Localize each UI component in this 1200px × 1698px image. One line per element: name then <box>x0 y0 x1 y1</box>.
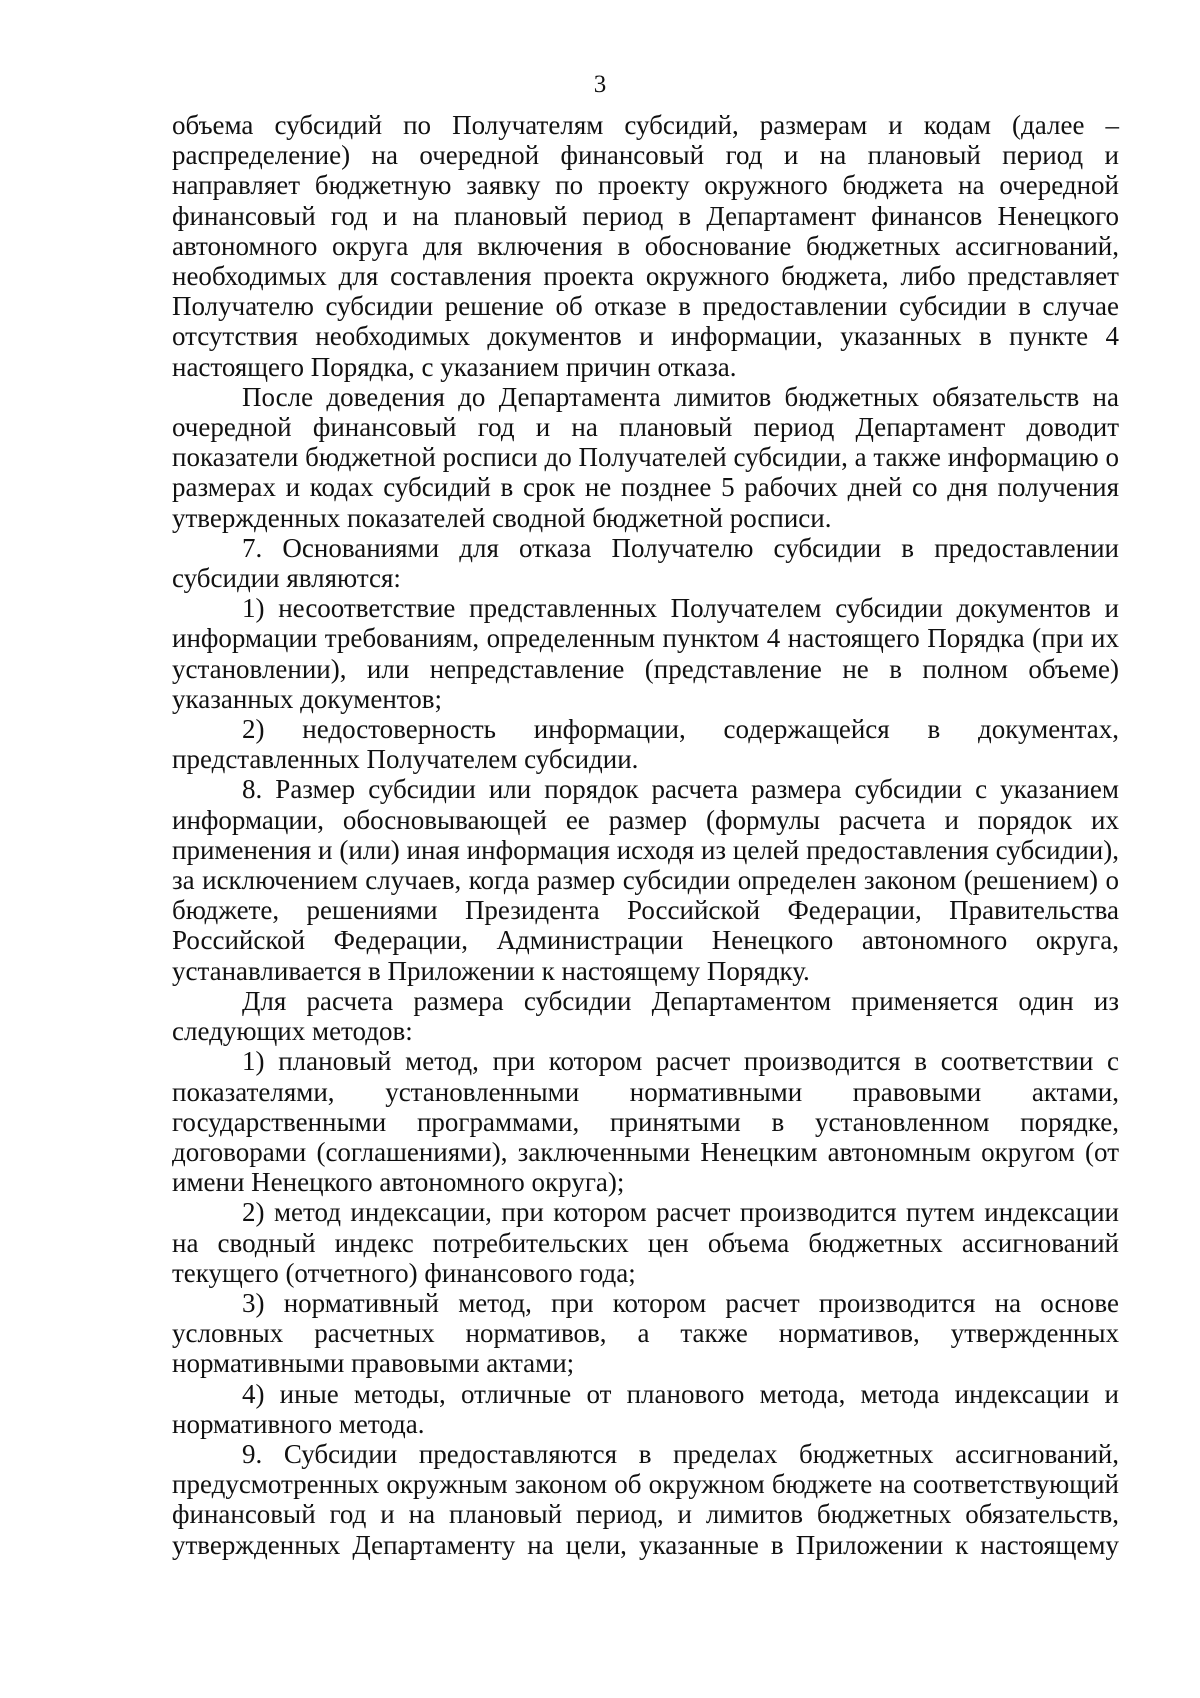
paragraph-calculation-methods: Для расчета размера субсидии Департаментом применяется один из следующих методов: <box>172 985 1119 1047</box>
paragraph-method-4: 4) иные методы, отличные от планового метода, метода индексации и нормативного метода. <box>172 1378 1119 1439</box>
paragraph-item-7: 7. Основаниями для отказа Получателю субсидии в предоставлении субсидии являются: <box>172 532 1119 594</box>
paragraph-item-7-2: 2) недостоверность информации, содержащейся в документах, представленных Получателем субсидии. <box>172 714 1119 775</box>
paragraph-item-9: 9. Субсидии предоставляются в пределах бюджетных ассигнований, предусмотренных окружным законом об окружном бюджете на соответствующий финансовый год и на плановый период, и лимитов бюджетных обязательств, утвержденных Департаменту на цели, указанные в Приложении к настоящему <box>172 1438 1119 1560</box>
paragraph-limits-notice: После доведения до Департамента лимитов бюджетных обязательств на очередной финансовый год и на плановый период Департамент доводит показатели бюджетной росписи до Получателей субсидии, а также информацию о размерах и кодах субсидий в срок не позднее 5 рабочих дней со дня получения утвержденных показателей сводной бюджетной росписи. <box>172 381 1119 533</box>
paragraph-item-7-1: 1) несоответствие представленных Получателем субсидии документов и информации требованиям, определенным пунктом 4 настоящего Порядка (при их установлении), или непредставление (представление не в полном объеме) указанных документов; <box>172 593 1119 714</box>
paragraph-method-2: 2) метод индексации, при котором расчет производится путем индексации на сводный индекс потребительских цен объема бюджетных ассигнований текущего (отчетного) финансового года; <box>172 1197 1119 1288</box>
paragraph-continuation: объема субсидий по Получателям субсидий, размерам и кодам (далее – распределение) на очередной финансовый год и на плановый период и направляет бюджетную заявку по проекту окружного бюджета на очередной финансовый год и на плановый период в Департамент финансов Ненецкого автономного округа для включения в обоснование бюджетных ассигнований, необходимых для составления проекта окружного бюджета, либо представляет Получателю субсидии решение об отказе в предоставлении субсидии в случае отсутствия необходимых документов и информации, указанных в пункте 4 настоящего Порядка, с указанием причин отказа. <box>172 110 1119 382</box>
document-body <box>172 110 1119 1560</box>
paragraph-method-1: 1) плановый метод, при котором расчет производится в соответствии с показателями, установленными нормативными правовыми актами, государственными программами, принятыми в установленном порядке, договорами (соглашениями), заключенными Ненецким автономным округом (от имени Ненецкого автономного округа); <box>172 1046 1119 1198</box>
paragraph-method-3: 3) нормативный метод, при котором расчет производится на основе условных расчетных нормативов, а также нормативов, утвержденных нормативными правовыми актами; <box>172 1287 1119 1379</box>
page-number: 3 <box>593 71 607 98</box>
paragraph-item-8: 8. Размер субсидии или порядок расчета размера субсидии с указанием информации, обосновывающей ее размер (формулы расчета и порядок их применения и (или) иная информация исходя из целей предоставления субсидии), за исключением случаев, когда размер субсидии определен законом (решением) о бюджете, решениями Президента Российской Федерации, Правительства Российской Федерации, Администрации Ненецкого автономного округа, устанавливается в Приложении к настоящему Порядку. <box>172 774 1119 986</box>
